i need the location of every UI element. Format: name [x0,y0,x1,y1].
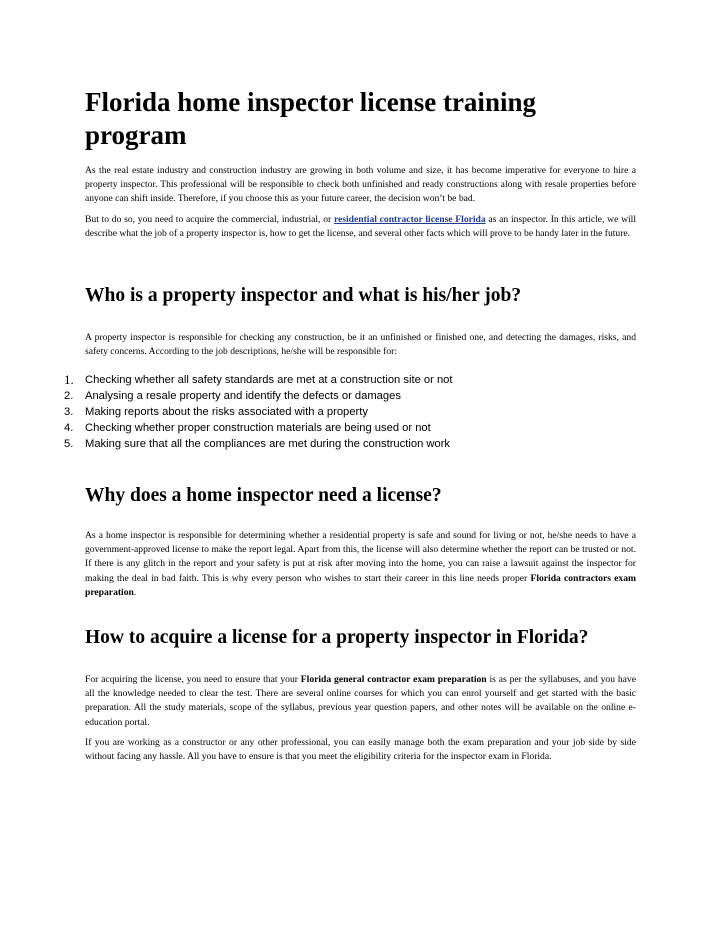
list-item-text: Checking whether all safety standards are met at a construction site or not [85,374,453,386]
general-contractor-exam-prep-bold: Florida general contractor exam preparation [300,674,487,685]
intro-paragraph-2 [85,213,636,241]
section-heading-why: Why does a home inspector need a license? [85,485,442,506]
section-how-text-end: is as per the syllabuses, and you have all the knowledge needed to clear the test. There are several online courses for which you can enrol yourself and get started with the basic preparation. All the study materials, scope of the syllabus, previous year question papers, and other notes will be available on the online e-education portal. [85,674,636,728]
residential-license-link[interactable]: residential contractor license Florida [333,213,486,225]
section-how-paragraph-2: If you are working as a constructor or any other professional, you can easily manage both the exam preparation and your job side by side without facing any hassle. All you have to ensure is that you meet the eligibility criteria for the inspector exam in Florida. [85,737,636,763]
list-item [0,388,620,404]
list-item-number: 5. [64,438,74,450]
list-item-text: Making sure that all the compliances are met during the construction work [85,438,451,450]
section-why-paragraph [85,529,636,600]
list-item-text: Analysing a resale property and identify the defects or damages [85,390,401,402]
section-heading-how: How to acquire a license for a property inspector in Florida? [85,627,589,648]
section-how-paragraph-1 [85,673,636,730]
intro-block [85,86,636,241]
list-item-number: 3. [64,406,74,418]
list-item [0,420,620,436]
intro-paragraph-2-text-end: as an inspector. In this article, we will describe what the job of a property inspector is, how to get the license, and several other facts which will prove to be handy later in the future. [85,213,637,239]
intro-paragraph-2-text: But to do so, you need to acquire the commercial, industrial, or [85,213,334,225]
list-item-text: Checking whether proper construction materials are being used or not [85,422,431,434]
list-item-number: 2. [64,390,74,402]
contractors-exam-prep-bold: Florida contractors exam preparation [85,572,636,598]
list-item [0,404,620,420]
section-why-text: As a home inspector is responsible for determining whether a residential property is safe and sound for living or not, he/she needs to have a government-approved license to make the report legal. Apart from this, the license will also determine whether the report can be trusted or not. If there is any glitch in the report and your safety is put at risk after moving into the home, you can raise a lawsuit against the inspector for making the deal in bad faith. This is why every person who wishes to start their career in this line needs proper [85,530,636,584]
list-item-number: 4. [64,422,74,434]
list-item-number: 1. [64,372,74,387]
section-why-text-end: . [133,586,137,598]
page-title: Florida home inspector license training program [85,87,536,150]
section-how-text: For acquiring the license, you need to ensure that your [85,674,301,685]
section-heading-who: Who is a property inspector and what is his/her job? [85,285,522,306]
intro-paragraph-1: As the real estate industry and construction industry are growing in both volume and size, it has become imperative for everyone to hire a property inspector. This professional will be responsible to check both unfinished and ready constructions along with resale properties before anyone can shift inside. Therefore, if you choose this as your future career, the decision won’t be bad. [85,165,636,205]
list-item [0,372,620,388]
section-who-paragraph: A property inspector is responsible for checking any construction, be it an unfinished or finished one, and detecting the damages, risks, and safety concerns. According to the job descriptions, he/she will be responsible for: [85,332,636,358]
list-item [0,436,620,452]
responsibilities-list [0,372,620,452]
list-item-text: Making reports about the risks associated with a property [85,406,368,418]
